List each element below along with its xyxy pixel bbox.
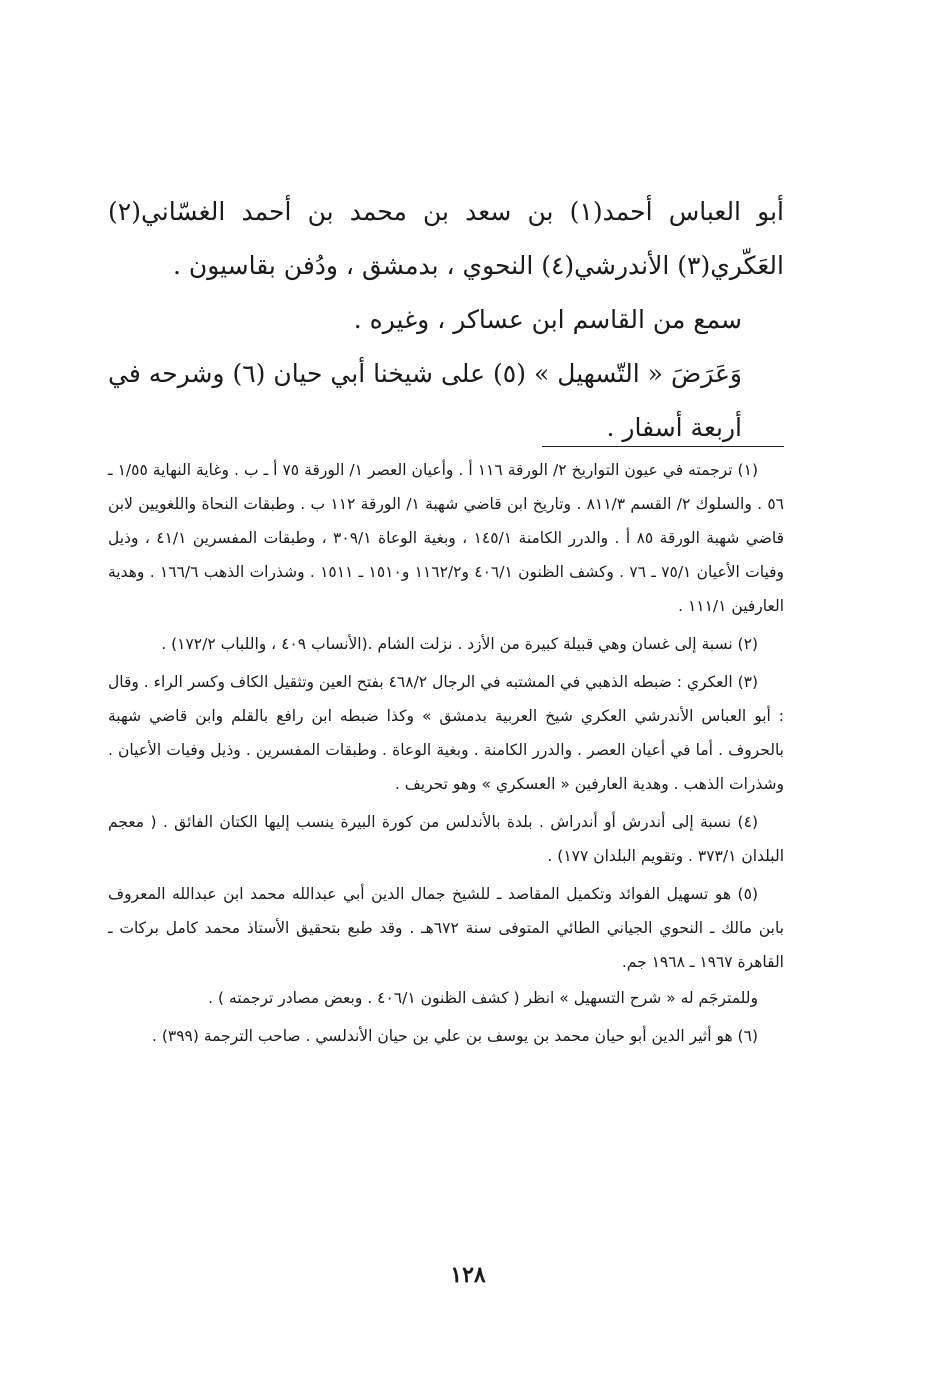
main-paragraph: سمع من القاسم ابن عساكر ، وغيره . [353,305,742,334]
page-number: ١٢٨ [450,1262,486,1288]
main-text [108,185,784,455]
footnote-5: (٥) هو تسهيل الفوائد وتكميل المقاصد ـ للشيخ جمال الدين أبي عبدالله محمد ابن عبدالله المعروف بابن مالك ـ النحوي الجياني الطائي المتوفى سنة ٦٧٢هـ . وقد طبع بتحقيق الأستاذ محمد كامل بركات ـ القاهرة ١٩٦٧ ـ ١٩٦٨ جم. [108,885,784,971]
footnote-2: (٢) نسبة إلى غسان وهي قبيلة كبيرة من الأزد . نزلت الشام .(الأنساب ٤٠٩ ، واللباب ١٧٢/٢) . [161,635,758,653]
footnote-5-continuation: وللمترجَم له « شرح التسهيل » انظر ( كشف الظنون ٤٠٦/١ . وبعض مصادر ترجمته ) . [208,989,758,1007]
footnote-4: (٤) نسبة إلى أندرش أو أندراش . بلدة بالأندلس من كورة البيرة ينسب إليها الكتان الفائق . ( معجم البلدان ٣٧٣/١ . وتقويم البلدان ١٧٧) . [108,813,784,865]
main-paragraph: أبو العباس أحمد(١) بن سعد بن محمد بن أحمد الغسّاني(٢) العَكّري(٣) الأندرشي(٤) النحوي ، بدمشق ، ودُفن بقاسيون . [108,197,784,280]
footnote-3: (٣) العكري : ضبطه الذهبي في المشتبه في الرجال ٤٦٨/٢ بفتح العين وتثقيل الكاف وكسر الراء . وقال : أبو العباس الأندرشي العكري شيخ العربية بدمشق » وكذا ضبطه ابن رافع بالقلم وابن قاضي شهبة بالحروف . أما في أعيان العصر . والدرر الكامنة . وبغية الوعاة . وطبقات المفسرين . وذيل وفيات الأعيان . وشذرات الذهب . وهدية العارفين « العسكري » وهو تحريف . [108,673,784,793]
footnote-6: (٦) هو أثير الدين أبو حيان محمد بن يوسف بن علي بن حيان الأندلسي . صاحب الترجمة (٣٩٩) . [152,1027,758,1045]
footnote-1: (١) ترجمته في عيون التواريخ ٢/ الورقة ١١٦ أ . وأعيان العصر ١/ الورقة ٧٥ أ ـ ب . وغاية النهاية ١/٥٥ ـ ٥٦ . والسلوك ٢/ القسم ٨١١/٣ . وتاريخ ابن قاضي شهبة ١/ الورقة ١١٢ ب . وطبقات النحاة واللغويين لابن قاضي شهبة الورقة ٨٥ أ . والدرر الكامنة ١٤٥/١ ، وبغية الوعاة ٣٠٩/١ ، وطبقات المفسرين ٤١/١ ، وذيل وفيات الأعيان ٧٥/١ ـ ٧٦ . وكشف الظنون ٤٠٦/١ و١١٦٢/٢ و١٥١٠ ـ ١٥١١ . وشذرات الذهب ١٦٦/٦ . وهدية العارفين ١١١/١ . [108,461,785,615]
footnotes [108,453,784,1057]
footnote-separator [542,446,784,447]
main-paragraph: وَعَرَضَ « التّسهيل » (٥) على شيخنا أبي حيان (٦) وشرحه في أربعة أسفار . [108,359,742,442]
